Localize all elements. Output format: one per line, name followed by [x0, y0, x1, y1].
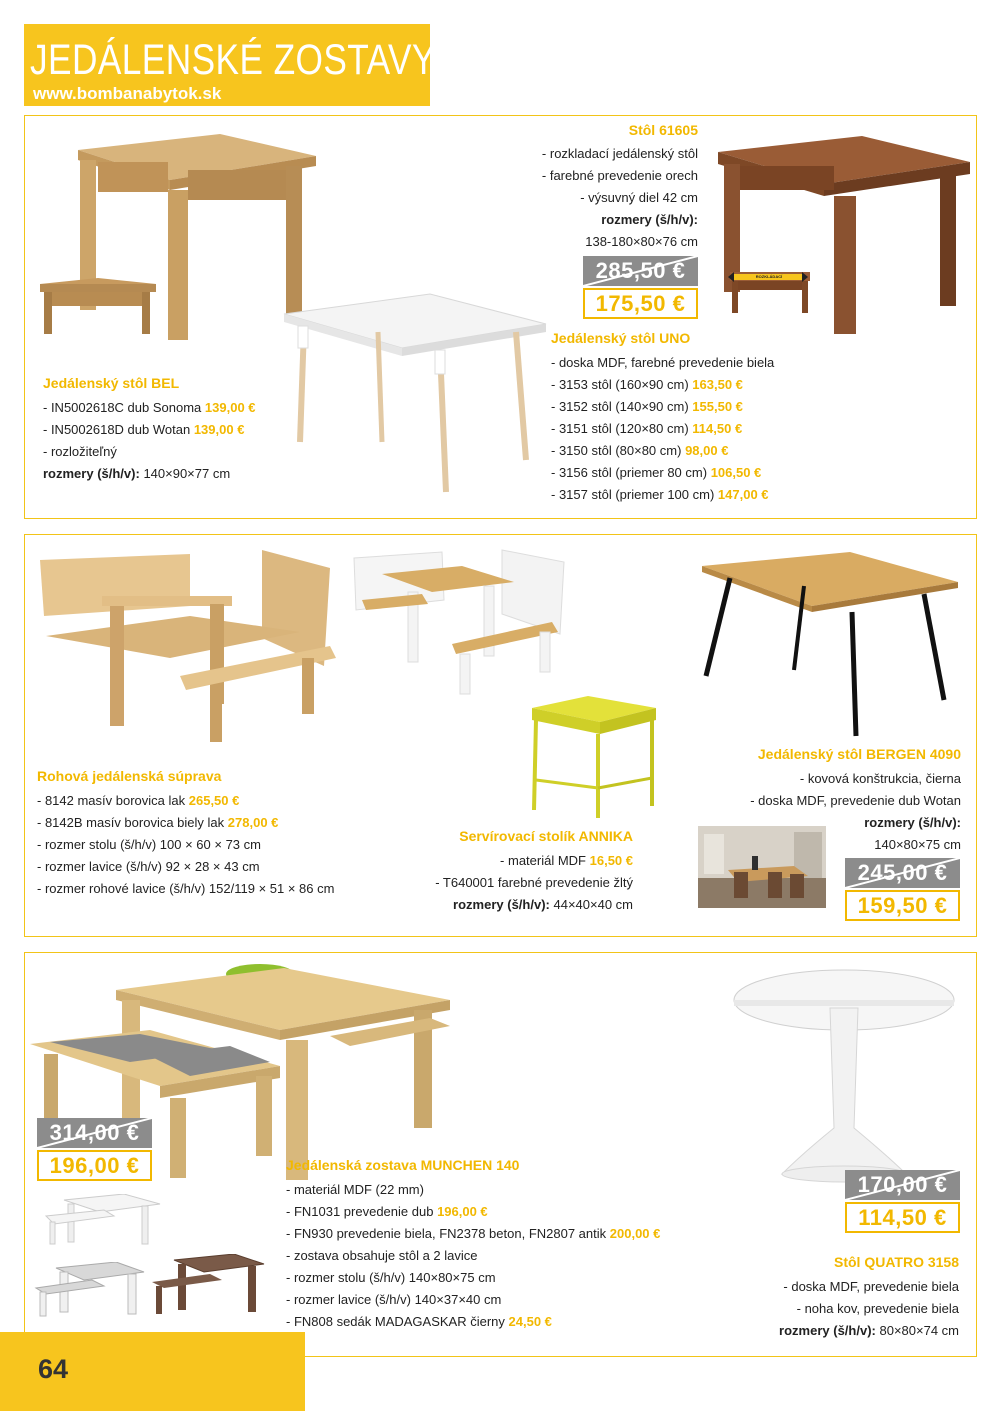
- annika-item: - materiál MDF 16,50 €: [500, 853, 633, 868]
- munchen-line: - zostava obsahuje stôl a 2 lavice: [286, 1248, 478, 1263]
- annika-title: Servírovací stolík ANNIKA: [459, 828, 633, 844]
- bergen-line: - kovová konštrukcia, čierna: [799, 771, 961, 786]
- bergen-title: Jedálenský stôl BERGEN 4090: [757, 746, 961, 762]
- quatro-line: - doska MDF, prevedenie biela: [783, 1279, 959, 1294]
- quatro-table-image: [730, 968, 960, 1188]
- munchen-title: Jedálenská zostava MUNCHEN 140: [286, 1157, 520, 1173]
- uno-item: - 3150 stôl (80×80 cm) 98,00 €: [551, 443, 729, 458]
- quatro-old-price: 170,00 €: [845, 1170, 960, 1200]
- rohova-line: - rozmer rohové lavice (š/h/v) 152/119 × 51 × 86 cm: [37, 881, 335, 896]
- bel-item: - IN5002618D dub Wotan 139,00 €: [43, 422, 245, 437]
- bel-title: Jedálenský stôl BEL: [43, 375, 180, 391]
- uno-title: Jedálenský stôl UNO: [551, 330, 691, 346]
- uno-item: - 3157 stôl (priemer 100 cm) 147,00 €: [551, 487, 769, 502]
- website-url[interactable]: www.bombanabytok.sk: [33, 84, 222, 103]
- annika-dims: rozmery (š/h/v): 44×40×40 cm: [453, 897, 633, 912]
- annika-side-table-image: [528, 694, 660, 820]
- uno-table-image: [280, 292, 550, 497]
- stol61605-line: - farebné prevedenie orech: [541, 168, 698, 183]
- stol61605-new-price: 175,50 €: [583, 288, 698, 319]
- bergen-line: - doska MDF, prevedenie dub Wotan: [750, 793, 961, 808]
- quatro-line: - noha kov, prevedenie biela: [796, 1301, 959, 1316]
- munchen-line: - rozmer stolu (š/h/v) 140×80×75 cm: [286, 1270, 496, 1285]
- page-title: JEDÁLENSKÉ ZOSTAVY: [30, 36, 436, 84]
- stol61605-dims-value: 138-180×80×76 cm: [585, 234, 698, 249]
- uno-item: - 3151 stôl (120×80 cm) 114,50 €: [551, 421, 743, 436]
- bergen-dims-value: 140×80×75 cm: [874, 837, 961, 852]
- munchen-line: - rozmer lavice (š/h/v) 140×37×40 cm: [286, 1292, 502, 1307]
- stol61605-line: - výsuvný diel 42 cm: [580, 190, 698, 205]
- uno-item: - 3153 stôl (160×90 cm) 163,50 €: [551, 377, 743, 392]
- rohova-title: Rohová jedálenská súprava: [37, 768, 222, 784]
- bel-item: - IN5002618C dub Sonoma 139,00 €: [43, 400, 256, 415]
- rohova-line: - rozmer stolu (š/h/v) 100 × 60 × 73 cm: [37, 837, 261, 852]
- uno-item: - 3156 stôl (priemer 80 cm) 106,50 €: [551, 465, 762, 480]
- munchen-new-price: 196,00 €: [37, 1150, 152, 1181]
- white-corner-set-image: [352, 548, 572, 698]
- munchen-item: - FN1031 prevedenie dub 196,00 €: [286, 1204, 488, 1219]
- bel-dims: rozmery (š/h/v): 140×90×77 cm: [43, 466, 231, 481]
- uno-desc: - doska MDF, farebné prevedenie biela: [551, 355, 775, 370]
- stol61605-line: - rozkladací jedálenský stôl: [541, 146, 698, 161]
- munchen-item: - FN808 sedák MADAGASKAR čierny 24,50 €: [286, 1314, 552, 1329]
- rohova-line: - rozmer lavice (š/h/v) 92 × 28 × 43 cm: [37, 859, 260, 874]
- bergen-new-price: 159,50 €: [845, 890, 960, 921]
- extension-label: ROZKLÁDACÍ: [755, 274, 783, 279]
- rohova-item: - 8142B masív borovica biely lak 278,00 €: [37, 815, 279, 830]
- rohova-set-image: [40, 546, 340, 756]
- extension-arrow-badge: [728, 272, 808, 282]
- uno-item: - 3152 stôl (140×90 cm) 155,50 €: [551, 399, 743, 414]
- quatro-title: Stôl QUATRO 3158: [834, 1254, 959, 1270]
- bel-extra: - rozložiteľný: [43, 444, 117, 459]
- bergen-old-price: 245,00 €: [845, 858, 960, 888]
- munchen-white-variant-image: [44, 1194, 162, 1250]
- rohova-item: - 8142 masív borovica lak 265,50 €: [37, 793, 240, 808]
- bergen-table-image: [700, 550, 962, 740]
- stol61605-title: Stôl 61605: [628, 122, 698, 138]
- quatro-new-price: 114,50 €: [845, 1202, 960, 1233]
- munchen-item: - FN930 prevedenie biela, FN2378 beton, FN2807 antik 200,00 €: [286, 1226, 661, 1241]
- page-number: 64: [38, 1354, 69, 1384]
- munchen-old-price: 314,00 €: [37, 1118, 152, 1148]
- munchen-line: - materiál MDF (22 mm): [286, 1182, 424, 1197]
- munchen-beton-variant-image: [34, 1262, 146, 1320]
- stol61605-dims-label: rozmery (š/h/v):: [601, 212, 698, 227]
- quatro-dims: rozmery (š/h/v): 80×80×74 cm: [779, 1323, 959, 1338]
- bel-table-closed-image: [38, 278, 158, 338]
- stol61605-old-price: 285,50 €: [583, 256, 698, 286]
- bergen-room-photo: [698, 826, 826, 908]
- annika-line: - T640001 farebné prevedenie žltý: [435, 875, 633, 890]
- munchen-antik-variant-image: [150, 1254, 266, 1318]
- bergen-dims-label: rozmery (š/h/v):: [864, 815, 961, 830]
